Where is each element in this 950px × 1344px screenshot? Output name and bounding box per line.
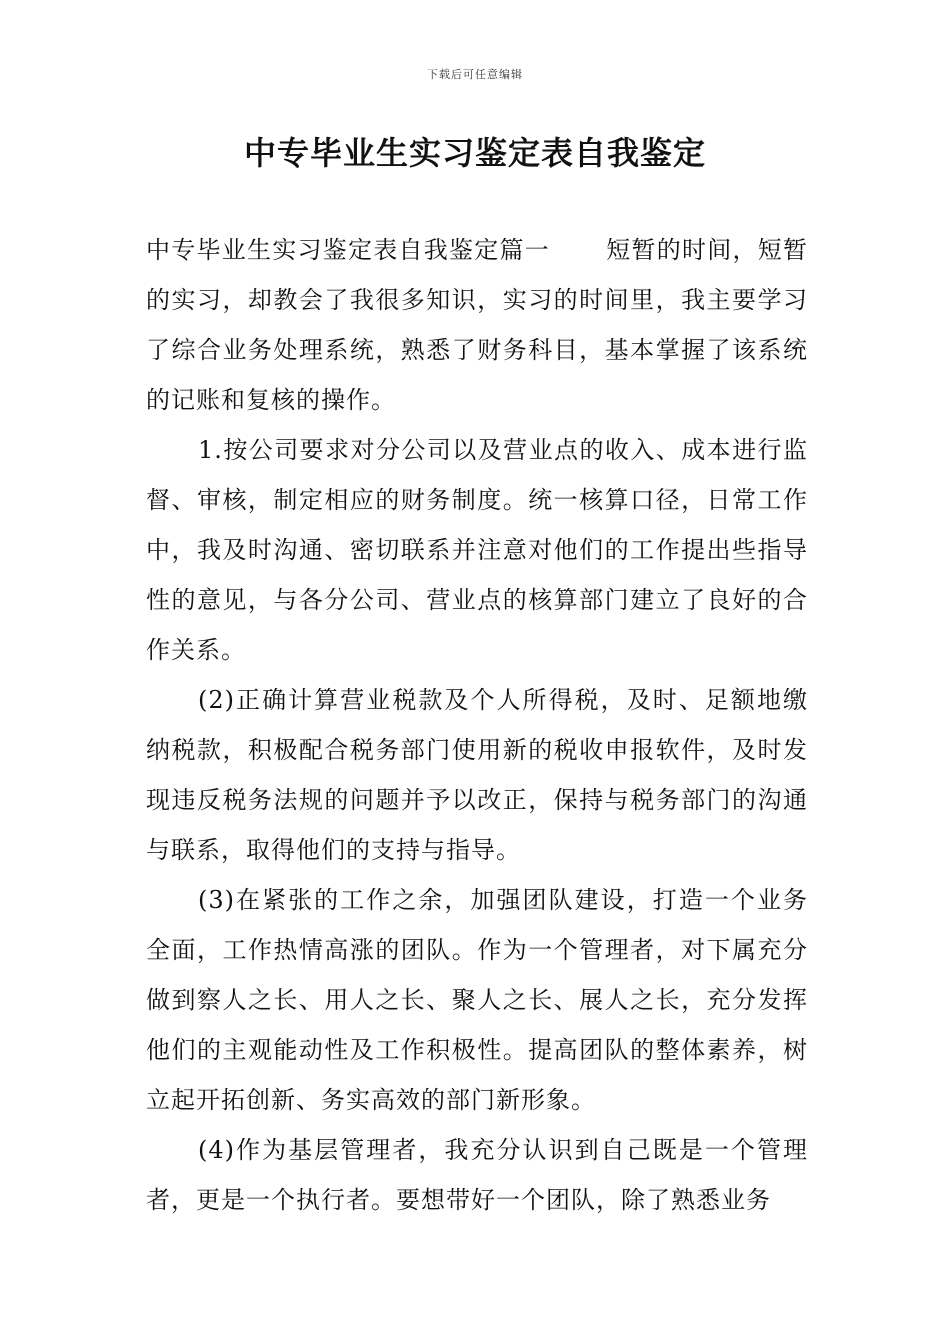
intro-paragraph	[146, 225, 808, 425]
paragraph-3: (3)在紧张的工作之余，加强团队建设，打造一个业务全面，工作热情高涨的团队。作为一个管理者，对下属充分做到察人之长、用人之长、聚人之长、展人之长，充分发挥他们的主观能动性及工作积极性。提高团队的整体素养，树立起开拓创新、务实高效的部门新形象。	[146, 886, 808, 1114]
document-body	[146, 225, 808, 1225]
intro-text: 短暂的时间，短暂的实习，却教会了我很多知识，实习的时间里，我主要学习了综合业务处理系统，熟悉了财务科目，基本掌握了该系统的记账和复核的操作。	[146, 236, 808, 414]
paragraph-4: (4)作为基层管理者，我充分认识到自己既是一个管理者，更是一个执行者。要想带好一个团队，除了熟悉业务	[146, 1136, 808, 1214]
intro-lead: 中专毕业生实习鉴定表自我鉴定篇一	[146, 236, 550, 264]
header-note: 下载后可任意编辑	[427, 68, 523, 81]
paragraph-1: 1.按公司要求对分公司以及营业点的收入、成本进行监督、审核，制定相应的财务制度。统一核算口径，日常工作中，我及时沟通、密切联系并注意对他们的工作提出些指导性的意见，与各分公司、营业点的核算部门建立了良好的合作关系。	[146, 436, 808, 664]
paragraph-2: (2)正确计算营业税款及个人所得税，及时、足额地缴纳税款，积极配合税务部门使用新的税收申报软件，及时发现违反税务法规的问题并予以改正，保持与税务部门的沟通与联系，取得他们的支持与指导。	[146, 686, 808, 864]
document-title: 中专毕业生实习鉴定表自我鉴定	[243, 134, 706, 172]
